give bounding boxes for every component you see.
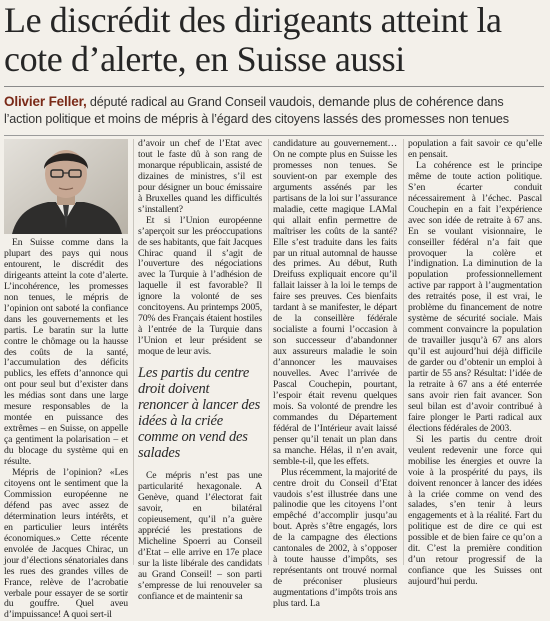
paragraph: Ce mépris n’est pas une particularité hexagonale. A Genève, quand l’électorat fait savoir, en bilatéral copieusement, qu’il n’a guère apprécié les prestations de Micheline Spoerri au Conseil d’Etat – elle arrive en 17e place sur la liste libérale des candidats au Grand Conseil! – son parti s’empresse de lui renouveler sa confiance et de maintenir sa bbox=[138, 470, 262, 602]
column-2 bbox=[138, 139, 262, 603]
paragraph: population a fait savoir ce qu’elle en pensait. bbox=[408, 138, 542, 160]
paragraph: Si les partis du centre droit veulent redevenir une force qui mobilise les énergies et ouvre la voie à la prospérité du pays, ils doivent renoncer à lancer des idées à la criée comme on vend des salades, s’en tenir à leurs engagements et à la réalité. Fart du politique est de dire ce qui est possible et de bien faire ce qu’on a dit. C’est la première condition d’un retour progressif de la confiance que les Suisses ont aujourd’hui perdu. bbox=[408, 433, 542, 588]
paragraph: candidature au gouvernement… On ne compte plus en Suisse les promesses non tenues. Se souvient-on par exemple des arguments assénés par les partisans de la loi sur l’assurance maladie, cette magique LAMal qui allait enfin permettre de maîtriser les coûts de la santé? Elle s’est traduite dans les faits par un ritual automnal de hausse des primes. Au début, Ruth Dreifuss expliquait encore qu’il fallait laisser à la loi le temps de faire ses preuves. Ces bienfaits tardant à se manifester, le départ de la conseillère fédérale socialiste a fourni l’occasion à son successeur d’abandonner aux assureurs maladie le soin d’annoncer les mauvaises nouvelles. Avec l’arrivée de Pascal Couchepin, pourtant, l’espoir était revenu quelques mois. Sa volonté de prendre les commandes du Département fédéral de l’Intérieur avait laissé penser qu’il tenait un plan dans sa manche. Hélas, il n’en avait, semble-t-il, que les effets. bbox=[273, 138, 397, 467]
paragraph: En Suisse comme dans la plupart des pays qui nous entourent, le discrédit des dirigeants atteint la cote d’alerte. L’incohérence, les promesses non tenues, le mépris de l’opinion ont saboté la confiance dans les gouvernements et les partis. Le baratin sur la lutte contre le chômage ou la hausse des coûts de la santé, l’accumulation des déficits publics, les effets d’annonce qui ont pour seul but d’exister dans les médias sont dans une large mesure responsables de la montée en puissance des extrêmes – en Suisse, on appelle ça gentiment la polarisation – et du blocage du système qui en résulte. bbox=[4, 237, 128, 468]
author-name: Olivier Feller, bbox=[4, 94, 87, 109]
author-photo bbox=[4, 139, 128, 234]
column-divider bbox=[268, 139, 269, 565]
paragraph: d’avoir un chef de l’Etat avec tout le faste dû à son rang de monarque républicain, assisté de dizaines de ministres, s’il est pour désigner un bouc émissaire à Bruxelles quand les difficultés s’installent? bbox=[138, 138, 262, 215]
headline: Le discrédit des dirigeants atteint la cote d’alerte, en Suisse aussi bbox=[4, 0, 502, 79]
section-rule bbox=[4, 135, 544, 136]
deck bbox=[4, 93, 544, 128]
paragraph: La cohérence est le principe même de toute action politique. S’en écarter conduit nécessairement à l’échec. Pascal Couchepin en a fait l’expérience avec son idée de retraite à 67 ans. En se voulant visionnaire, le conseiller fédéral n’a fait que provoquer la colère et l’indignation. La diminution de la population professionnellement active par rapport à l’augmentation des retraités pose, il est vrai, le problème du financement de notre système de sécurité sociale. Mais comment convaincre la population de travailler jusqu’à 67 ans alors qu’il est aujourd’hui déjà difficile de garder ou d’obtenir un emploi à partir de 55 ans? Résultat: l’idée de la retraite à 67 ans a été enterrée sans avoir rien fait avancer. Son seul bilan est d’avoir contribué à faire plonger le Parti radical aux élections fédérales de 2003. bbox=[408, 159, 542, 434]
top-rule bbox=[4, 86, 544, 87]
column-divider bbox=[403, 139, 404, 565]
paragraph: Et si l’Union européenne s’aperçoit sur les préoccupations de ses habitants, que fait Jacques Chirac quand il s’agit de l’ouverture des négociations avec la Turquie à l’adhésion de laquelle il est favorable? Il ignore la volonté de ses concitoyens. Au printemps 2005, 70% des Français étaient hostiles à l’entrée de la Turquie dans l’Union et leur président se moque de leur avis. bbox=[138, 214, 262, 358]
portrait-image bbox=[4, 139, 128, 234]
pull-quote: Les partis du centre droit doivent renoncer à lancer des idées à la criée comme on vend des salades bbox=[138, 365, 261, 462]
column-1 bbox=[4, 139, 128, 621]
column-3 bbox=[273, 139, 397, 610]
column-4 bbox=[408, 139, 542, 588]
paragraph: Mépris de l’opinion? «Les citoyens ont le sentiment que la Commission européenne ne défend pas avec assez de détermination leurs intérêts, et en particulier leurs intérêts économiques.» Cette récente envolée de Jacques Chirac, un jour d’élections sénatoriales dans les rues des grandes villes de France, relève de l’acrobatie verbale pour essayer de se sortir du gouffre. Quel aveu d’impuissance! A quoi sert-il bbox=[4, 467, 128, 621]
deck-text: député radical au Grand Conseil vaudois, demande plus de cohérence dans l’action politique et moins de mépris à l’égard des citoyens lassés des promesses non tenues bbox=[4, 95, 509, 126]
paragraph: Plus récemment, la majorité de centre droit du Conseil d’Etat vaudois s’est illustrée dans une palinodie que les citoyens l’ont empêché d’accomplir jusqu’au bout. Après s’être engagés, lors de la campagne des élections cantonales de 2002, à s’opposer à toute hausse d’impôts, ses représentants ont trouvé normal de préconiser plusieurs augmentations d’impôts trois ans plus tard. La bbox=[273, 466, 397, 610]
column-divider bbox=[133, 139, 134, 565]
